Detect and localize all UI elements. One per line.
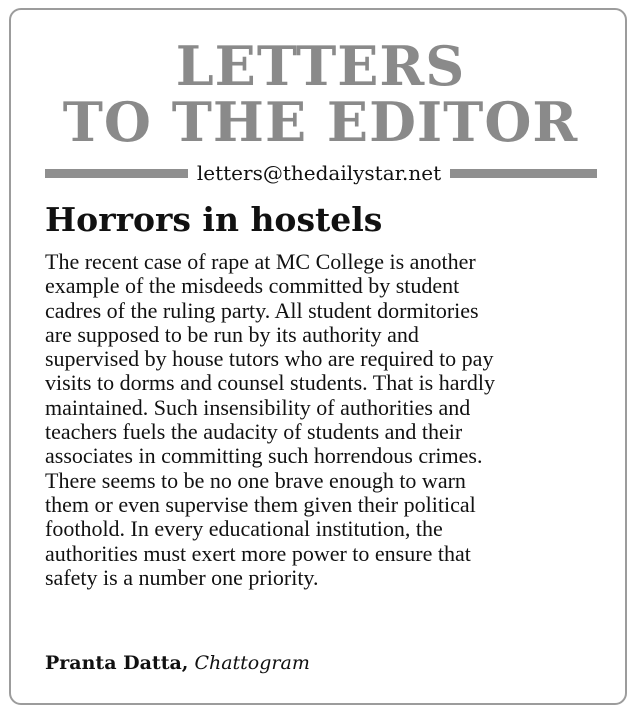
body-line: maintained. Such insensibility of authorities and (45, 394, 471, 420)
left-divider-rule (45, 169, 188, 178)
section-title-line2: TO THE EDITOR (62, 90, 579, 154)
body-line: are supposed to be run by its authority and (45, 321, 419, 347)
body-line: There seems to be no one brave enough to warn (45, 467, 466, 493)
byline (45, 650, 605, 676)
body-line: them or even supervise them given their political (45, 491, 476, 517)
body-line: foothold. In every educational institution, the (45, 516, 443, 542)
email-row (45, 160, 597, 186)
body-line: cadres of the ruling party. All student dormitories (45, 297, 479, 323)
section-title-line1: LETTERS (175, 34, 466, 98)
author-location: Chattogram (194, 652, 310, 674)
body-line: associates in committing such horrendous crimes. (45, 443, 483, 469)
body-line: authorities must exert more power to ensure that (45, 540, 471, 566)
body-line: The recent case of rape at MC College is another (45, 249, 476, 274)
letter-body (45, 250, 605, 590)
body-line: supervised by house tutors who are required to pay (45, 346, 494, 372)
body-line: teachers fuels the audacity of students and their (45, 419, 463, 445)
letter-headline: Horrors in hostels (45, 200, 383, 239)
body-line: visits to dorms and counsel students. That is hardly (45, 370, 495, 396)
author-name: Pranta Datta, (45, 652, 189, 674)
body-line: example of the misdeeds committed by student (45, 273, 460, 299)
body-line: safety is a number one priority. (45, 564, 319, 590)
right-divider-rule (450, 169, 597, 178)
editor-email: letters@thedailystar.net (196, 161, 442, 185)
